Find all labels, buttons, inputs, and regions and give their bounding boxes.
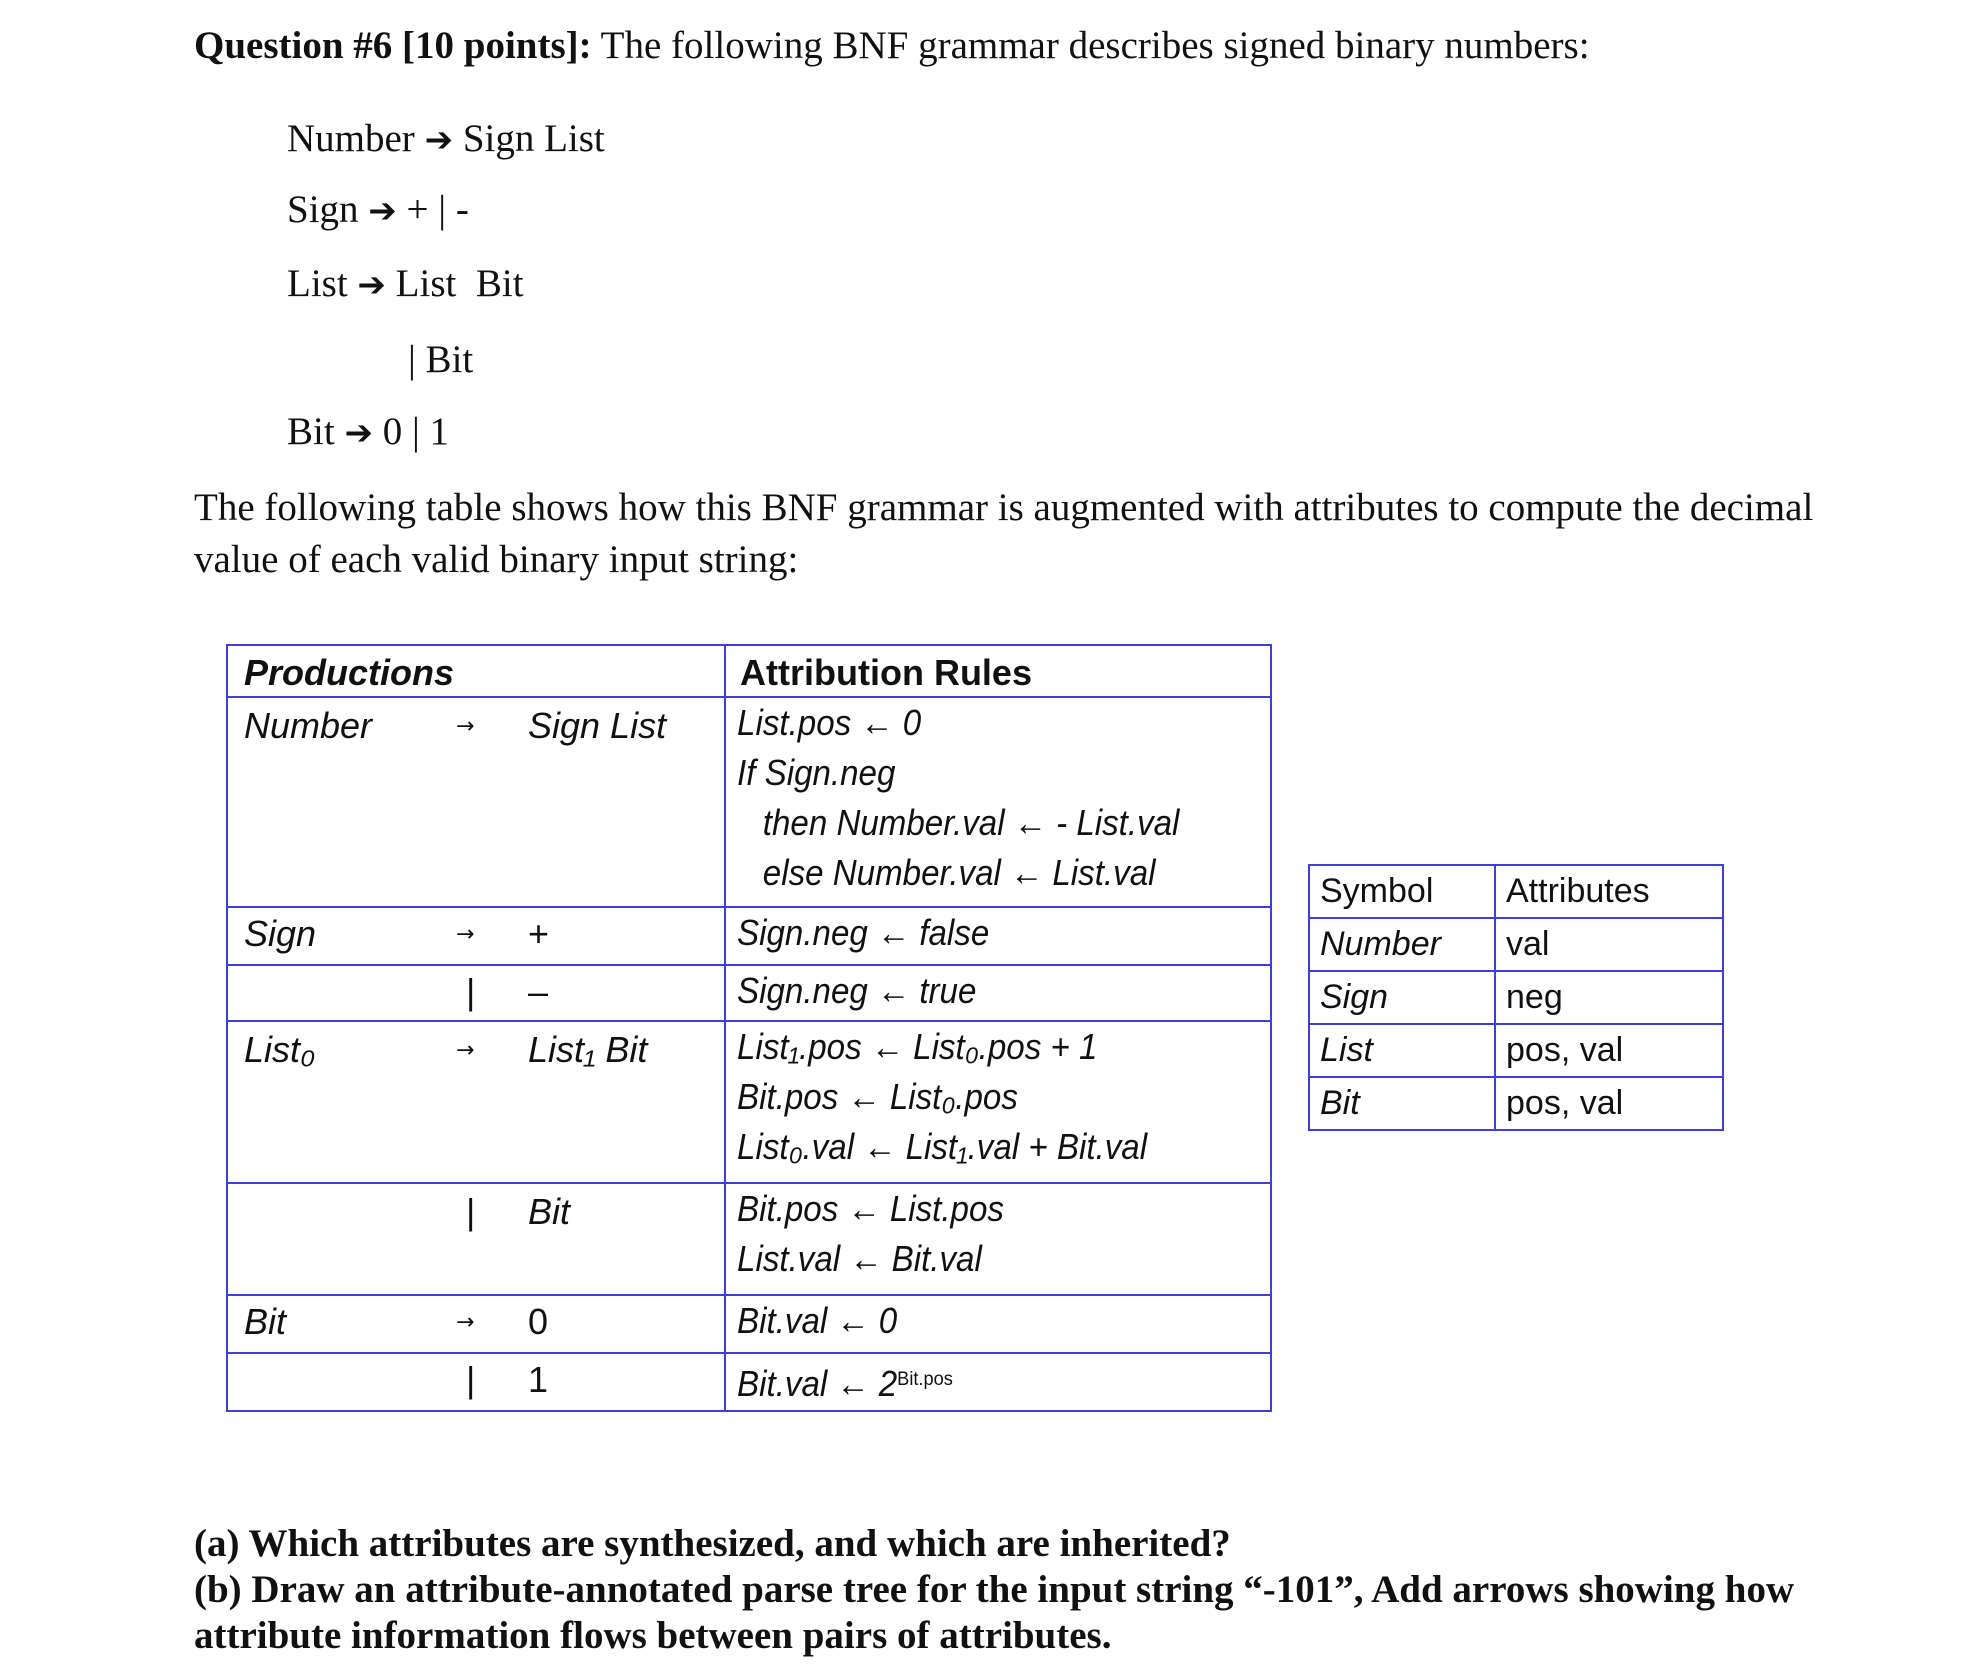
table-intro-line-1: The following table shows how this BNF grammar is augmented with attributes to compute the decimal (194, 486, 1814, 529)
grammar-line-1 (287, 119, 605, 158)
attributes-header: Attributes (1495, 865, 1723, 918)
production-arrow-icon: → (456, 714, 475, 739)
table-header-row (1309, 865, 1723, 918)
table-row (227, 907, 1271, 965)
production-rhs: 1 (528, 1359, 549, 1400)
grammar-lhs: Number (287, 117, 415, 160)
table-intro-line-2: value of each valid binary input string: (194, 538, 799, 581)
production-arrow-icon: → (456, 1310, 475, 1335)
rule-line: List₀.val ← List₁.val + Bit.val (737, 1126, 1148, 1167)
question-label: Question #6 [10 points]: (194, 24, 592, 67)
attribution-rules-header: Attribution Rules (740, 652, 1032, 693)
production-arrow-icon: → (456, 922, 475, 947)
rule-line: Sign.neg ← true (737, 970, 977, 1011)
table-row (227, 1353, 1271, 1411)
production-rhs: Sign List (528, 705, 667, 746)
production-rhs: 0 (528, 1301, 549, 1342)
question-intro: The following BNF grammar describes signed binary numbers: (591, 24, 1590, 67)
grammar-lhs: Bit (287, 410, 335, 453)
production-alt-bar: | (466, 971, 476, 1012)
rule-line: If Sign.neg (737, 752, 896, 793)
table-header-row (227, 645, 1271, 697)
right-arrow-icon: ➔ (368, 191, 397, 231)
attributes-cell: neg (1495, 971, 1723, 1024)
production-lhs: Bit (244, 1301, 287, 1342)
productions-header: Productions (244, 652, 455, 693)
table-row (227, 1021, 1271, 1183)
table-row (1309, 1077, 1723, 1130)
question-header (194, 26, 1590, 65)
rule-line: then Number.val ← - List.val (762, 802, 1180, 843)
table-row (227, 1295, 1271, 1353)
production-alt-bar: | (466, 1191, 476, 1232)
part-b-line-1: (b) Draw an attribute-annotated parse tree for the input string “-101”, Add arrows showing how (194, 1568, 1795, 1611)
rule-line: List₁.pos ← List₀.pos + 1 (737, 1026, 1098, 1067)
table-row (1309, 918, 1723, 971)
attributes-cell: val (1495, 918, 1723, 971)
grammar-lhs: Sign (287, 188, 359, 231)
table-row (1309, 971, 1723, 1024)
grammar-line-5 (287, 412, 449, 451)
rule-line: Bit.pos ← List₀.pos (737, 1076, 1018, 1117)
grammar-rhs: | Bit (408, 338, 474, 381)
rule-line: Bit.pos ← List.pos (737, 1188, 1004, 1229)
table-row (227, 1183, 1271, 1295)
symbol-cell: Number (1309, 918, 1495, 971)
rule-line: else Number.val ← List.val (762, 852, 1156, 893)
symbol-header: Symbol (1309, 865, 1495, 918)
table-row (227, 965, 1271, 1021)
rule-text: Bit.val ← 2 (737, 1362, 898, 1404)
attributes-cell: pos, val (1495, 1024, 1723, 1077)
grammar-line-2 (287, 190, 469, 229)
grammar-rhs: List Bit (395, 262, 524, 305)
rule-line: List.val ← Bit.val (737, 1238, 982, 1279)
attributes-cell: pos, val (1495, 1077, 1723, 1130)
right-arrow-icon: ➔ (424, 120, 454, 160)
symbol-attributes-table (1308, 864, 1724, 1131)
rule-line (726, 1354, 1226, 1409)
grammar-rhs: 0 | 1 (382, 410, 449, 453)
rule-line: List.pos ← 0 (737, 702, 922, 743)
part-a: (a) Which attributes are synthesized, and which are inherited? (194, 1522, 1231, 1565)
right-arrow-icon: ➔ (344, 413, 373, 453)
grammar-lhs: List (287, 262, 348, 305)
production-rhs: List₁ Bit (528, 1029, 648, 1070)
production-lhs: List₀ (244, 1029, 316, 1070)
production-lhs: Number (244, 705, 373, 746)
production-alt-bar: | (466, 1359, 476, 1400)
table-row (1309, 1024, 1723, 1077)
symbol-cell: List (1309, 1024, 1495, 1077)
productions-table (226, 644, 1272, 1412)
rule-exponent: Bit.pos (897, 1368, 953, 1390)
symbol-cell: Sign (1309, 971, 1495, 1024)
table-row (227, 697, 1271, 907)
rule-line: Sign.neg ← false (737, 912, 990, 953)
grammar-line-3 (287, 264, 524, 303)
production-rhs: – (528, 971, 549, 1012)
grammar-rhs: + | - (406, 188, 469, 231)
production-lhs: Sign (244, 913, 317, 954)
symbol-cell: Bit (1309, 1077, 1495, 1130)
part-b-line-2: attribute information flows between pairs of attributes. (194, 1614, 1112, 1657)
production-rhs: + (528, 913, 550, 954)
right-arrow-icon: ➔ (357, 265, 386, 305)
grammar-rhs: Sign List (462, 117, 605, 160)
production-arrow-icon: → (456, 1038, 475, 1063)
production-rhs: Bit (528, 1191, 571, 1232)
grammar-line-4 (408, 340, 473, 379)
rule-line: Bit.val ← 0 (737, 1300, 898, 1341)
